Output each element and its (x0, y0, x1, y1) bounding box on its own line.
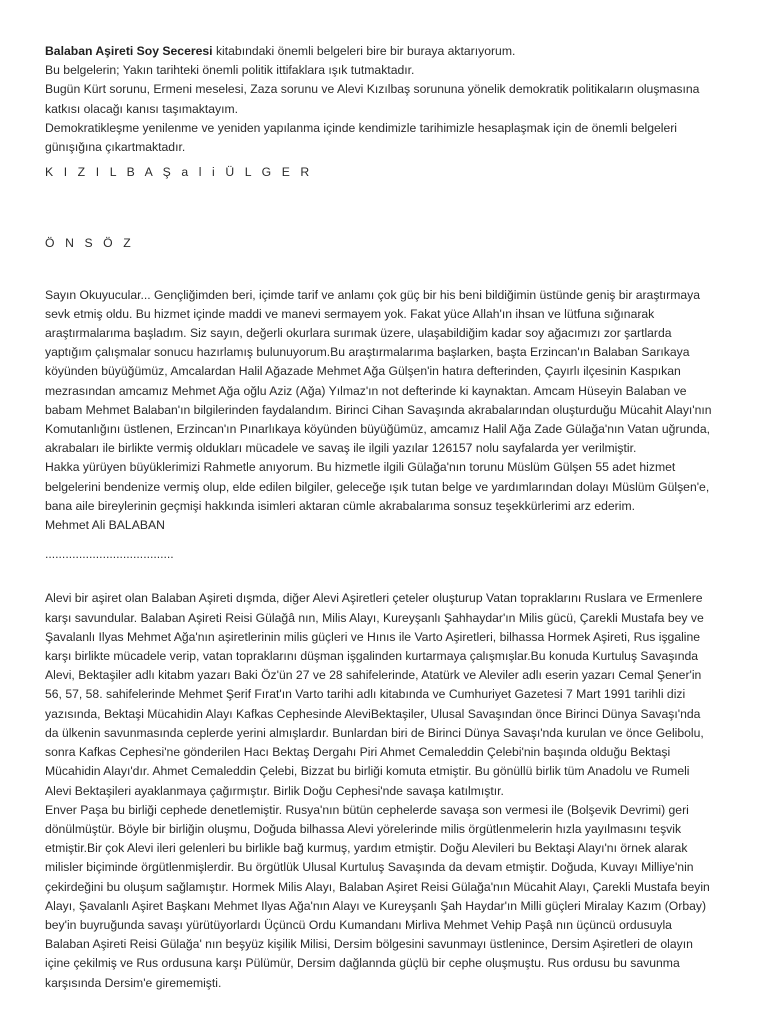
spacer (45, 182, 745, 234)
body-line: karşı savundular. Balaban Aşireti Reisi Gülağâ nın, Milis Alayı, Kureyşanlı Şahhaydar'ın Milis gücü, Çarekli Mustafa bey ve (45, 610, 704, 625)
onsoz-line: köyünden büyüğümüz, Amcalardan Halil Ağazade Mehmet Ağa Gülşen'in hatıra defterinden, Çayırlı ilçesinin Kaspıkan (45, 364, 681, 379)
onsoz-line: Komutanlığını üstlenen, Erzincan'ın Pınarlıkaya köyünden büyüğümüz, amcamız Halil Ağa Zade Gülağa'nın Vatan uğrunda, (45, 422, 710, 437)
onsoz-section (45, 234, 745, 564)
spacer (45, 535, 745, 545)
dotted-divider: ...................................... (45, 547, 174, 562)
body-line: bey'in buyruğunda savaşı yürütüyorlardı Üçüncü Ordu Kumandanı Mirliva Mehmet Vehip Paşâ nın üçüncü ordusuyla (45, 917, 672, 932)
onsoz-line: araştırmalarıma başladım. Siz sayın, değerli okurlara surımak üzere, ulaşabildiğim kadar soy ağacımızı zor şartlarda (45, 326, 672, 341)
spacer (45, 564, 745, 589)
body-line: karşı birlikte mücadele verip, vatan topraklarını düşman işgalinden kurtarmaya çalışmışlar.Bu konuda Kurtuluş Savaşında (45, 649, 699, 664)
body-line: içine çekilmiş ve Rus ordusuna karşı Pülümür, Dersim dağlannda güçlü bir cephe oluşmuştu. Rus ordusu bu savunma (45, 956, 680, 971)
intro-line: Bugün Kürt sorunu, Ermeni meselesi, Zaza sorunu ve Alevi Kızılbaş sorununa yönelik demokratik politikaların oluşmasına (45, 82, 700, 97)
body-line: etmiştir.Bir çok Alevi ileri gelenleri bu birlikle bağ kurmuş, yardım etmiştir. Doğu Alevileri bu Bektaşi Alayı'nı örnek alarak (45, 841, 688, 856)
onsoz-line: Sayın Okuyucular... Gençliğimden beri, içimde tarif ve anlamı çok güç bir his beni bildiğimin üstünde geniş bir araştırmaya (45, 287, 701, 302)
body-line: çekirdeğini bu oluşum sağlamıştır. Hormek Milis Alayı, Balaban Aşiret Reisi Gülağa'nın Mücahit Alayı, Çarekli Mustafa beyin (45, 879, 710, 894)
intro-line: günışığına çıkartmaktadır. (45, 140, 186, 155)
onsoz-heading: Ö N S Ö Z (45, 236, 135, 251)
onsoz-line: babam Mehmet Balaban'ın bilgilerinden faydalandım. Birinci Cihan Savaşında akrabalarından oluşturduğu Mücahit Alayı'nın (45, 402, 712, 417)
body-line: milisler biçiminde örgütlenmişlerdir. Bu örgütlük Ulusal Kurtuluş Savaşında da devam etmiştir. Doğuda, Kuvayı Milliye'nin (45, 860, 694, 875)
body-line: da ülkenin savunmasında ceplerde yerini almışlardır. Bunlardan biri de Birinci Dünya Savaşı'nda kurulan ve önce Gelibolu, (45, 725, 704, 740)
body-line: dönülmüştür. Böyle bir birliğin oluşmu, Doğuda bilhassa Alevi yörelerinde milis örgütlenmelerin hızla yayılmasını teşvik (45, 821, 682, 836)
body-section (45, 589, 745, 992)
intro-first-line (45, 42, 745, 61)
body-line: 56, 57, 58. sahifelerinde Mehmet Şerif Fırat'ın Varto tarihi adlı kitabında ve Cumhuriyet Gazetesi 7 Mart 1991 tarihli dizi (45, 687, 686, 702)
intro-line: Bu belgelerin; Yakın tarihteki önemli politik ittifaklara ışık tutmaktadır. (45, 63, 415, 78)
body-line: Balaban Aşireti Reisi Gülağa' nın beşyüz kişilik Milisi, Dersim bölgesini savunmayı üstlenince, Dersim Aşiretleri de olayın (45, 937, 693, 952)
body-line: Enver Paşa bu birliği cephede denetlemiştir. Rusya'nın bütün cephelerde savaşa son vermesi ile (Bolşevik Devrimi) geri (45, 802, 689, 817)
body-line: sonra Kafkas Cephesi'ne gönderilen Hacı Bektaş Dergahı Piri Ahmet Cemaleddin Çelebi'nin başında olduğu Bektaşi (45, 745, 671, 760)
body-line: yazısında, Bektaşi Mücahidin Alayı Kafkas Cephesinde AleviBektaşiler, Ulusal Savaşından önce Birinci Dünya Savaşı'nda (45, 706, 701, 721)
body-line: Şavalanlı Ilyas Mehmet Ağa'nın aşiretlerinin milis güçleri ve Hınıs ile Varto Aşiretleri, bilhassa Hormek Aşireti, Rus işgaline (45, 629, 701, 644)
signature: K I Z I L B A Ş a l i Ü L G E R (45, 165, 313, 180)
onsoz-line: sevk etmiş oldu. Bu hizmet içinde maddi ve manevi sermayem yok. Fakat yüce Allah'ın ihsan ve lütfuna sığınarak (45, 306, 655, 321)
onsoz-line: yaptığım çalışmalar sonucu hazırlamış bulunuyorum.Bu araştırmalarıma başlarken, başta Erzincan'ın Balaban Sarıkaya (45, 345, 690, 360)
onsoz-line: akrabaları ile birlikte vermiş oldukları mücadele ve savaş ile ilgili yazılar 126157 nolu sayfalarda yer verilmiştir. (45, 441, 637, 456)
intro-section (45, 42, 745, 182)
onsoz-line: Hakka yürüyen büyüklerimizi Rahmetle anıyorum. Bu hizmetle ilgili Gülağa'nın torunu Müslüm Gülşen 55 adet hizmet (45, 460, 676, 475)
onsoz-line: belgelerini bendenize vermiş olup, elde edilen bilgiler, geleceğe ışık tutan belge ve yardımlarından dolayı Müslüm Gülşen'e, (45, 479, 710, 494)
intro-first-line-rest: kitabındaki önemli belgeleri bire bir buraya aktarıyorum. (212, 44, 516, 58)
body-line: Alevi, Bektaşiler adlı kitabm yazarı Baki Öz'ün 27 ve 28 sahifelerinde, Atatürk ve Aleviler adlı eserin yazarı Cemal Şener'in (45, 668, 702, 683)
intro-line: Demokratikleşme yenilenme ve yeniden yapılanma içinde kendimizle tarihimizle hesaplaşmak için de önemli belgeleri (45, 120, 678, 135)
onsoz-line: bana aile bireylerinin geçmişi hakkında isimleri aktaran cümle akrabalarıma sonsuz teşekkürlerimi arz ederim. (45, 498, 635, 513)
document-page (45, 42, 745, 993)
onsoz-line: mezrasından amcamız Mehmet Ağa oğlu Aziz (Ağa) Yılmaz'ın not defterinde ki kaynaktan. Amcam Hüseyin Balaban ve (45, 383, 687, 398)
body-line: Alevi bir aşiret olan Balaban Aşireti dışmda, diğer Alevi Aşiretleri çeteler oluşturup Vatan topraklarını Ruslara ve Ermenlere (45, 591, 703, 606)
body-line: karşısında Dersim'e girememişti. (45, 975, 222, 990)
intro-line: katkısı olacağı kanısı taşımaktayım. (45, 101, 239, 116)
spacer (45, 254, 745, 286)
body-line: Alevi Bektaşileri ayaklanmaya çağırmıştır. Birlik Doğu Cephesi'nde savaşa katılmıştır. (45, 783, 504, 798)
body-line: Mücahidin Alayı'dır. Ahmet Cemaleddin Çelebi, Bizzat bu birliği komuta etmiştir. Bu gönüllü birlik tüm Anadolu ve Rumeli (45, 764, 690, 779)
author-name: Mehmet Ali BALABAN (45, 518, 165, 533)
body-line: Alayı, Şavalanlı Aşiret Başkanı Mehmet Ilyas Ağa'nın Alayı ve Kureyşanlı Şah Haydar'ın Milli güçleri Miralay Kazım (Orbay) (45, 898, 707, 913)
book-title: Balaban Aşireti Soy Seceresi (45, 44, 213, 58)
